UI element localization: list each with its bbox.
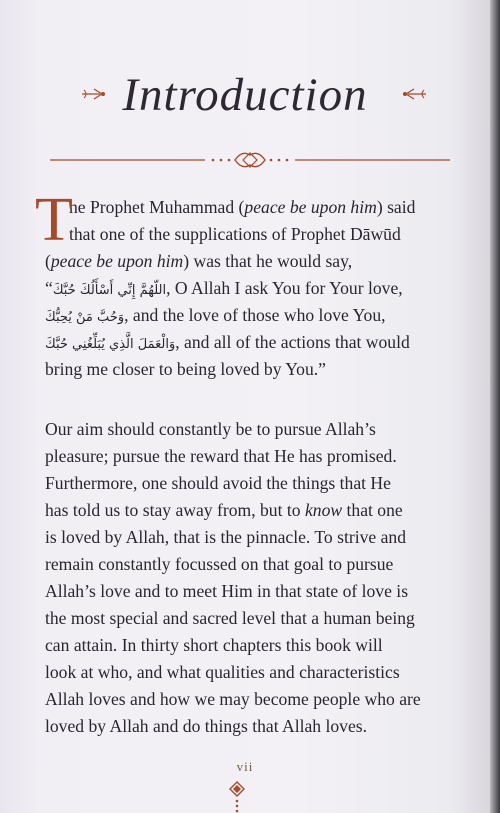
text-line: Allah loves and how we may become people who are [45, 689, 421, 709]
text-line: bring me closer to being loved by You.” [45, 359, 326, 379]
text-line: has told us to stay away from, but to know that one [45, 500, 403, 520]
chapter-title: Introduction [122, 69, 368, 121]
text-line: وَالْعَمَلَ الَّذِي يُبَلِّغُنِي حُبَّكَ, and all of the actions that would [45, 332, 410, 352]
book-binding-edge [490, 0, 500, 813]
text-line: remain constantly focussed on that goal to pursue [45, 554, 394, 574]
text-line: is loved by Allah, that is the pinnacle. To strive and [45, 527, 407, 547]
footer-ornament-icon [225, 778, 249, 813]
text-line: that one of the supplications of Prophet Dāwūd [69, 224, 401, 244]
text-line: the most special and sacred level that a human being [45, 608, 415, 628]
title-ornament-right-icon [400, 86, 428, 102]
drop-cap: T [35, 186, 73, 254]
text-line: look at who, and what qualities and characteristics [45, 662, 400, 682]
text-line: Allah’s love and to meet Him in that state of love is [45, 581, 409, 601]
arabic-supplication: وَالْعَمَلَ الَّذِي يُبَلِّغُنِي حُبَّكَ [45, 337, 176, 352]
text-line: (peace be upon him) was that he would say, [45, 251, 353, 271]
ornamental-divider-icon [45, 145, 455, 175]
page-number: vii [236, 759, 254, 774]
text-line: وَحُبَّ مَنْ يُحِبُّكَ, and the love of those who love You, [45, 305, 386, 325]
text-line: pleasure; pursue the reward that He has promised. [45, 446, 397, 466]
arabic-supplication: وَحُبَّ مَنْ يُحِبُّكَ [45, 310, 125, 325]
text-line: he Prophet Muhammad (peace be upon him) said [69, 197, 416, 217]
text-line: “اللّهُمَّ إِنِّي أَسْأَلُكَ حُبَّكَ, O Allah I ask You for Your love, [45, 278, 403, 298]
title-row [0, 62, 490, 132]
text-line: loved by Allah and do things that Allah loves. [45, 716, 368, 736]
text-line: can attain. In thirty short chapters this book will [45, 635, 383, 655]
paragraph-opening [35, 186, 465, 383]
arabic-supplication: اللّهُمَّ إِنِّي أَسْأَلُكَ حُبَّكَ [52, 283, 167, 298]
text-line: Our aim should constantly be to pursue Allah’s [45, 419, 376, 439]
paragraph-aim [45, 416, 465, 740]
text-line: Furthermore, one should avoid the things that He [45, 473, 391, 493]
